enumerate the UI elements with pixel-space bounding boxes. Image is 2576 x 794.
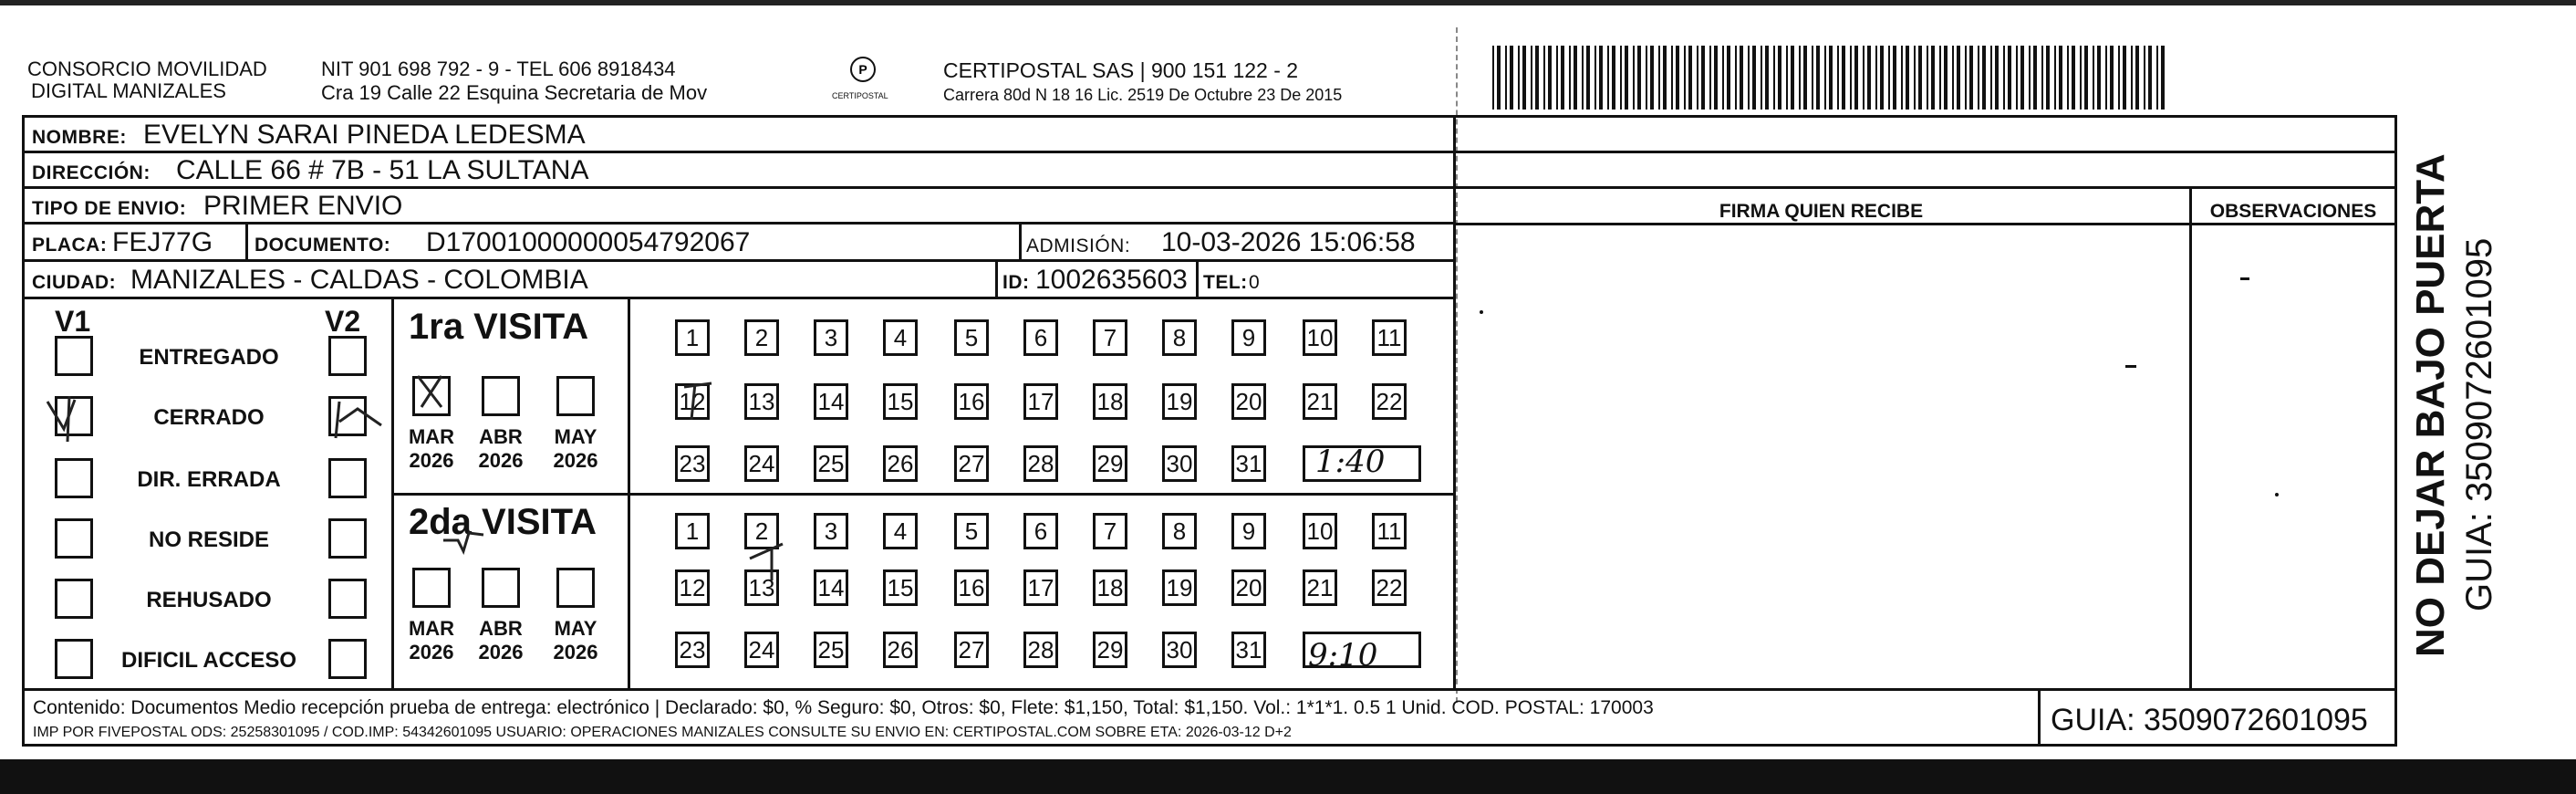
visit1-day-box[interactable]: 12	[675, 383, 710, 420]
admission-value: 10-03-2026 15:06:58	[1161, 227, 1416, 257]
visit1-year-label: 2026	[409, 449, 454, 472]
id-value: 1002635603	[1035, 265, 1188, 295]
visit2-day-box[interactable]: 18	[1093, 569, 1127, 606]
visit1-day-box[interactable]: 25	[814, 445, 848, 482]
visit2-day-box[interactable]: 12	[675, 569, 710, 606]
visit2-day-box[interactable]: 10	[1303, 513, 1337, 549]
footer-imp: IMP POR FIVEPOSTAL ODS: 25258301095 / COD.IMP: 54342601095 USUARIO: OPERACIONES MANIZALES CONSULTE SU ENVIO EN: CERTIPOSTAL.COM SOBRE ETA: 2026-03-12 D+2	[33, 725, 1292, 740]
visit2-day-box[interactable]: 6	[1023, 513, 1058, 549]
visit2-day-box[interactable]: 7	[1093, 513, 1127, 549]
admission-label: ADMISIÓN:	[1026, 235, 1131, 256]
plate-value: FEJ77G	[112, 227, 213, 257]
top-edge	[0, 0, 2576, 5]
shipping-type: PRIMER ENVIO	[203, 191, 403, 221]
visit1-day-box[interactable]: 29	[1093, 445, 1127, 482]
document-value: D17001000000054792067	[426, 227, 751, 257]
plate-label: PLACA:	[32, 235, 108, 256]
visit1-day-box[interactable]: 31	[1231, 445, 1266, 482]
visit1-day-box[interactable]: 6	[1023, 319, 1058, 356]
visit2-day-box[interactable]: 29	[1093, 632, 1127, 668]
side-warning: NO DEJAR BAJO PUERTA	[2408, 153, 2453, 657]
visit2-year-label: 2026	[409, 641, 454, 663]
visit1-year-label: 2026	[478, 449, 524, 472]
visit2-day-box[interactable]: 3	[814, 513, 848, 549]
visit2-day-box[interactable]: 8	[1162, 513, 1197, 549]
visit2-day-box[interactable]: 28	[1023, 632, 1058, 668]
certipostal-logo-text: CERTIPOSTAL	[832, 91, 888, 100]
address-label: DIRECCIÓN:	[32, 162, 151, 183]
footer-content: Contenido: Documentos Medio recepción prueba de entrega: electrónico | Declarado: $0, % Seguro: $0, Otros: $0, Flete: $1,150, Total: $1,150. Vol.: 1*1*1. 0.5 1 Unid. COD. POSTAL: 170003	[33, 697, 1654, 718]
visit2-day-box[interactable]: 14	[814, 569, 848, 606]
sender-address: Cra 19 Calle 22 Esquina Secretaria de Mov	[321, 81, 708, 104]
visit1-time-handwritten: 1:40	[1315, 444, 1386, 480]
visit1-day-box[interactable]: 1	[675, 319, 710, 356]
city-label: CIUDAD:	[32, 272, 117, 293]
visit1-day-box[interactable]: 22	[1372, 383, 1407, 420]
carrier-name: CERTIPOSTAL SAS | 900 151 122 - 2	[943, 58, 1299, 82]
visit2-day-box[interactable]: 27	[954, 632, 989, 668]
visit2-day-box[interactable]: 31	[1231, 632, 1266, 668]
status-option-label: CERRADO	[153, 405, 265, 430]
visit2-time-handwritten: 9:10	[1308, 637, 1378, 674]
visit1-day-box[interactable]: 17	[1023, 383, 1058, 420]
status-option-label: NO RESIDE	[148, 528, 270, 552]
visit1-month-label: MAR	[408, 425, 455, 448]
visit1-day-box[interactable]: 13	[744, 383, 779, 420]
visit2-day-box[interactable]: 21	[1303, 569, 1337, 606]
visit1-month-label: ABR	[479, 425, 523, 448]
footer-guia: GUIA: 3509072601095	[2051, 703, 2368, 737]
visit2-day-box[interactable]: 26	[883, 632, 918, 668]
v2-label: V2	[325, 305, 361, 338]
visit1-day-box[interactable]: 20	[1231, 383, 1266, 420]
shipping-type-label: TIPO DE ENVIO:	[32, 198, 187, 219]
visit2-day-box[interactable]: 25	[814, 632, 848, 668]
visit2-day-box[interactable]: 16	[954, 569, 989, 606]
sender-name-line1: CONSORCIO MOVILIDAD	[27, 57, 267, 80]
visit1-day-box[interactable]: 15	[883, 383, 918, 420]
status-option-label: DIR. ERRADA	[137, 467, 281, 492]
visit1-day-box[interactable]: 27	[954, 445, 989, 482]
visit2-month-label: ABR	[479, 617, 523, 640]
city-value: MANIZALES - CALDAS - COLOMBIA	[130, 265, 588, 295]
visit2-day-box[interactable]: 15	[883, 569, 918, 606]
visit1-day-box[interactable]: 11	[1372, 319, 1407, 356]
name-label: NOMBRE:	[32, 127, 127, 148]
visit2-day-box[interactable]: 9	[1231, 513, 1266, 549]
visit2-day-box[interactable]: 30	[1162, 632, 1197, 668]
visit2-day-box[interactable]: 24	[744, 632, 779, 668]
visit2-day-box[interactable]: 23	[675, 632, 710, 668]
visit1-day-box[interactable]: 24	[744, 445, 779, 482]
visit2-day-box[interactable]: 4	[883, 513, 918, 549]
svg-text:P: P	[858, 62, 867, 77]
visit2-day-box[interactable]: 1	[675, 513, 710, 549]
document-label: DOCUMENTO:	[254, 235, 391, 256]
recipient-address: CALLE 66 # 7B - 51 LA SULTANA	[176, 155, 589, 185]
carrier-license: Carrera 80d N 18 16 Lic. 2519 De Octubre 23 De 2015	[943, 86, 1343, 104]
visit2-day-box[interactable]: 13	[744, 569, 779, 606]
visit1-day-box[interactable]: 8	[1162, 319, 1197, 356]
visit1-day-box[interactable]: 2	[744, 319, 779, 356]
visit1-day-box[interactable]: 14	[814, 383, 848, 420]
visit1-day-box[interactable]: 4	[883, 319, 918, 356]
tel-value: 0	[1249, 272, 1261, 293]
visit1-month-label: MAY	[554, 425, 597, 448]
visit1-day-box[interactable]: 21	[1303, 383, 1337, 420]
visit2-day-box[interactable]: 22	[1372, 569, 1407, 606]
visit1-day-box[interactable]: 19	[1162, 383, 1197, 420]
visit1-day-box[interactable]: 30	[1162, 445, 1197, 482]
visit2-day-box[interactable]: 5	[954, 513, 989, 549]
visit1-day-box[interactable]: 16	[954, 383, 989, 420]
visit1-day-box[interactable]: 28	[1023, 445, 1058, 482]
sender-nit: NIT 901 698 792 - 9 - TEL 606 8918434	[321, 57, 676, 80]
signature-header: FIRMA QUIEN RECIBE	[1719, 201, 1924, 222]
visit1-day-box[interactable]: 18	[1093, 383, 1127, 420]
status-option-label: ENTREGADO	[139, 345, 279, 370]
visit1-day-box[interactable]: 26	[883, 445, 918, 482]
visit1-day-box[interactable]: 5	[954, 319, 989, 356]
visit1-day-box[interactable]: 3	[814, 319, 848, 356]
visit2-day-box[interactable]: 20	[1231, 569, 1266, 606]
visit1-day-box[interactable]: 7	[1093, 319, 1127, 356]
visit1-year-label: 2026	[553, 449, 598, 472]
status-option-label: REHUSADO	[146, 588, 272, 612]
visit1-day-box[interactable]: 10	[1303, 319, 1337, 356]
visit2-month-label: MAY	[554, 617, 597, 640]
visit1-title: 1ra VISITA	[409, 307, 589, 347]
side-guia: GUIA: 3509072601095	[2459, 237, 2499, 611]
visit2-day-box[interactable]: 17	[1023, 569, 1058, 606]
visit2-year-label: 2026	[478, 641, 524, 663]
visit2-day-box[interactable]: 2	[744, 513, 779, 549]
visit1-day-box[interactable]: 9	[1231, 319, 1266, 356]
status-option-label: DIFICIL ACCESO	[120, 648, 296, 673]
observations-header: OBSERVACIONES	[2209, 201, 2377, 222]
visit1-day-box[interactable]: 23	[675, 445, 710, 482]
tel-label: TEL:	[1203, 272, 1248, 293]
visit2-title: 2da VISITA	[409, 502, 597, 542]
id-label: ID:	[1002, 272, 1030, 293]
bottom-edge	[0, 759, 2576, 794]
visit2-day-box[interactable]: 19	[1162, 569, 1197, 606]
visit2-month-label: MAR	[408, 617, 455, 640]
v1-label: V1	[55, 305, 91, 338]
recipient-name: EVELYN SARAI PINEDA LEDESMA	[143, 120, 586, 150]
visit2-day-box[interactable]: 11	[1372, 513, 1407, 549]
visit2-year-label: 2026	[553, 641, 598, 663]
sender-name-line2: DIGITAL MANIZALES	[31, 79, 226, 102]
